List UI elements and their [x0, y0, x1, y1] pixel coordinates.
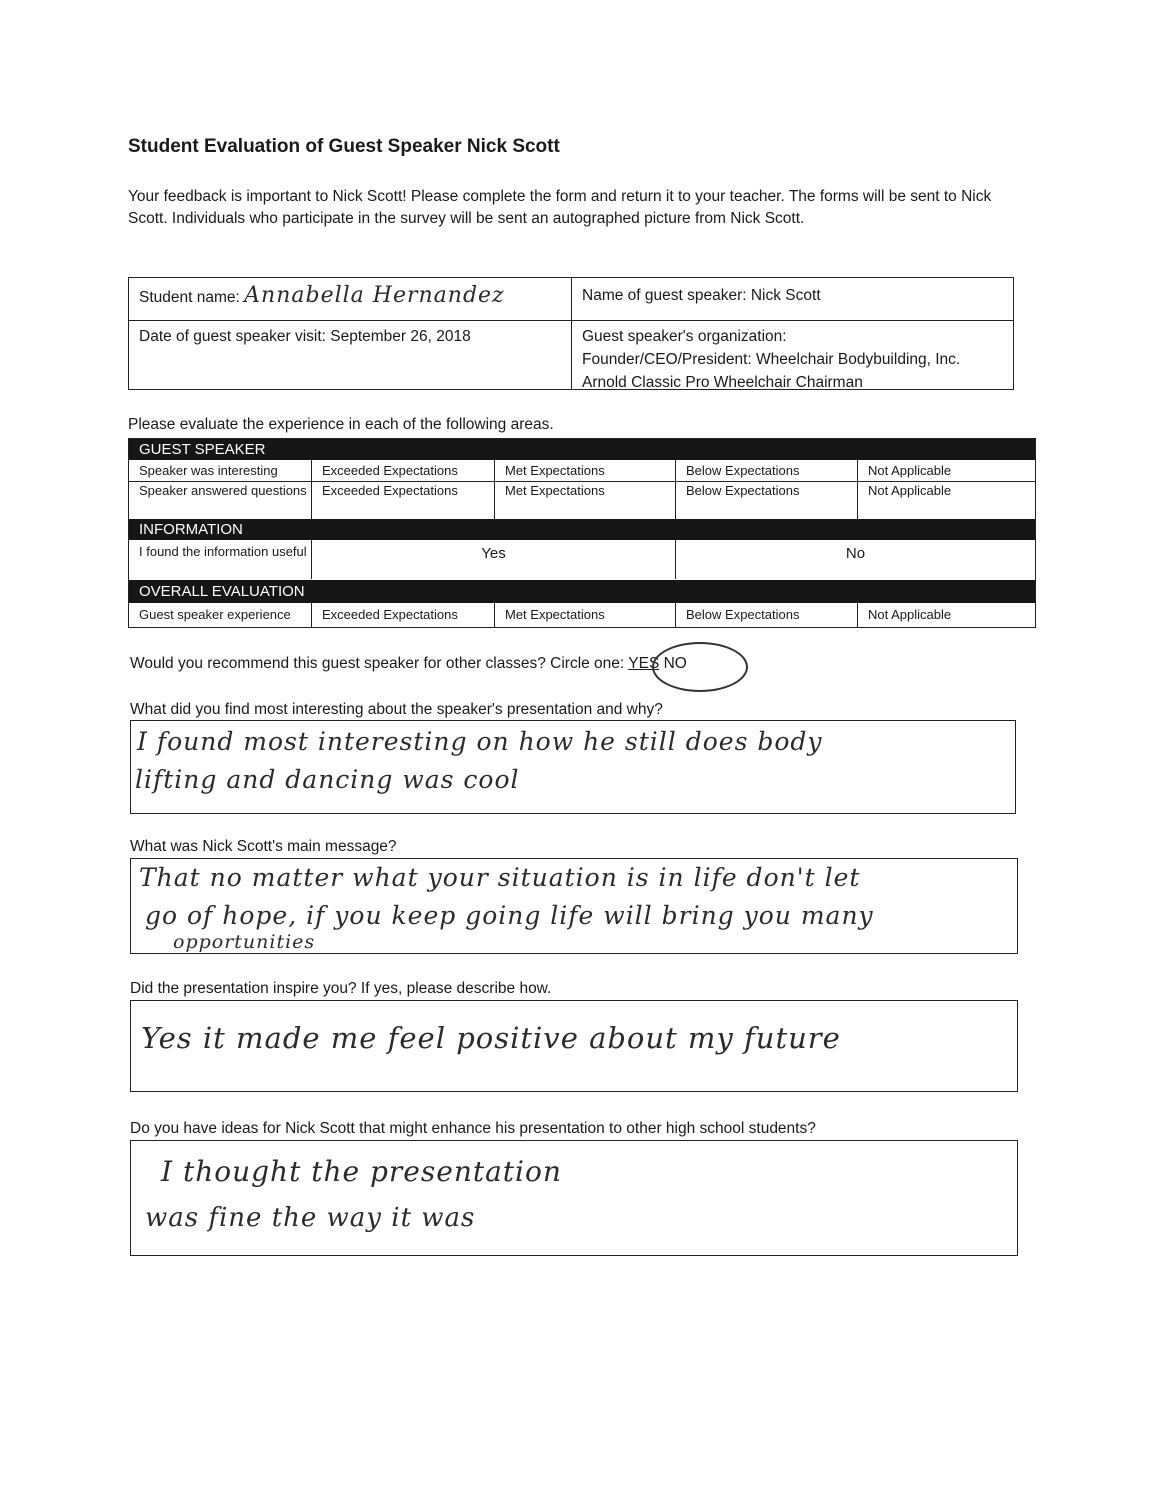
student-name-cell — [129, 280, 571, 313]
organization-line-1: Founder/CEO/President: Wheelchair Bodybuilding, Inc. — [582, 351, 961, 368]
form-title: Student Evaluation of Guest Speaker Nick Scott — [128, 136, 560, 157]
row-questions-label: Speaker answered questions — [139, 483, 307, 498]
row-interesting-met[interactable]: Met Expectations — [505, 463, 605, 478]
visit-date-cell: Date of guest speaker visit: September 26, 2018 — [139, 328, 471, 345]
row-interesting-exceeded[interactable]: Exceeded Expectations — [322, 463, 458, 478]
evaluate-prompt: Please evaluate the experience in each of the following areas. — [128, 416, 554, 433]
row-questions-below[interactable]: Below Expectations — [686, 483, 800, 498]
speaker-name-cell: Name of guest speaker: Nick Scott — [582, 287, 821, 304]
student-name-label: Student name: — [139, 289, 240, 306]
q2-answer-line-3: opportunities — [173, 931, 316, 953]
row-experience-exceeded[interactable]: Exceeded Expectations — [322, 607, 458, 622]
q4-question: Do you have ideas for Nick Scott that might enhance his presentation to other high school students? — [130, 1120, 816, 1137]
student-name-value[interactable]: Annabella Hernandez — [244, 283, 505, 308]
recommend-yes-circle — [652, 642, 748, 692]
row-questions-exceeded[interactable]: Exceeded Expectations — [322, 483, 458, 498]
q4-answer-line-2: was fine the way it was — [145, 1203, 476, 1233]
q2-answer-line-2: go of hope, if you keep going life will bring you many — [145, 901, 874, 930]
recommend-yes-option[interactable]: YES — [628, 655, 660, 672]
row-experience-met[interactable]: Met Expectations — [505, 607, 605, 622]
guest-speaker-header: GUEST SPEAKER — [129, 439, 1035, 460]
q4-answer-line-1: I thought the presentation — [161, 1155, 562, 1188]
recommend-no-option[interactable]: NO — [663, 655, 687, 672]
organization-line-2: Arnold Classic Pro Wheelchair Chairman — [582, 374, 863, 391]
q2-answer-box[interactable] — [130, 858, 1018, 954]
q1-answer-box[interactable] — [130, 720, 1016, 814]
info-table — [128, 277, 1014, 390]
q3-answer-line-1: Yes it made me feel positive about my future — [141, 1021, 841, 1055]
q2-question: What was Nick Scott's main message? — [130, 838, 397, 855]
q3-answer-box[interactable] — [130, 1000, 1018, 1092]
row-useful-label: I found the information useful — [139, 544, 307, 559]
row-useful-yes[interactable]: Yes — [481, 545, 506, 562]
row-useful-no[interactable]: No — [845, 545, 866, 562]
row-interesting-below[interactable]: Below Expectations — [686, 463, 800, 478]
q4-answer-box[interactable] — [130, 1140, 1018, 1256]
row-questions-na[interactable]: Not Applicable — [868, 483, 952, 498]
q1-answer-line-1: I found most interesting on how he still does body — [137, 727, 823, 756]
row-interesting-label: Speaker was interesting — [139, 463, 278, 478]
organization-label: Guest speaker's organization: — [582, 328, 787, 345]
recommend-question-text: Would you recommend this guest speaker for other classes? Circle one: — [130, 655, 625, 672]
q1-answer-line-2: lifting and dancing was cool — [135, 765, 520, 794]
q1-question: What did you find most interesting about the speaker's presentation and why? — [130, 701, 663, 718]
evaluation-table — [128, 438, 1036, 628]
row-interesting-na[interactable]: Not Applicable — [868, 463, 952, 478]
row-experience-na[interactable]: Not Applicable — [868, 607, 952, 622]
organization-cell — [572, 321, 1012, 398]
overall-evaluation-header: OVERALL EVALUATION — [129, 580, 1035, 603]
information-header: INFORMATION — [129, 519, 1035, 540]
row-questions-met[interactable]: Met Expectations — [505, 483, 605, 498]
intro-text: Your feedback is important to Nick Scott! Please complete the form and return it to your teacher. The forms will be sent to Nick Scott. Individuals who participate in the survey will be sent an autographed picture from Nick Scott. — [128, 188, 992, 227]
row-experience-label: Guest speaker experience — [139, 607, 291, 622]
row-experience-below[interactable]: Below Expectations — [686, 607, 800, 622]
q3-question: Did the presentation inspire you? If yes, please describe how. — [130, 980, 552, 997]
recommend-question — [130, 655, 687, 673]
q2-answer-line-1: That no matter what your situation is in life don't let — [139, 863, 861, 892]
